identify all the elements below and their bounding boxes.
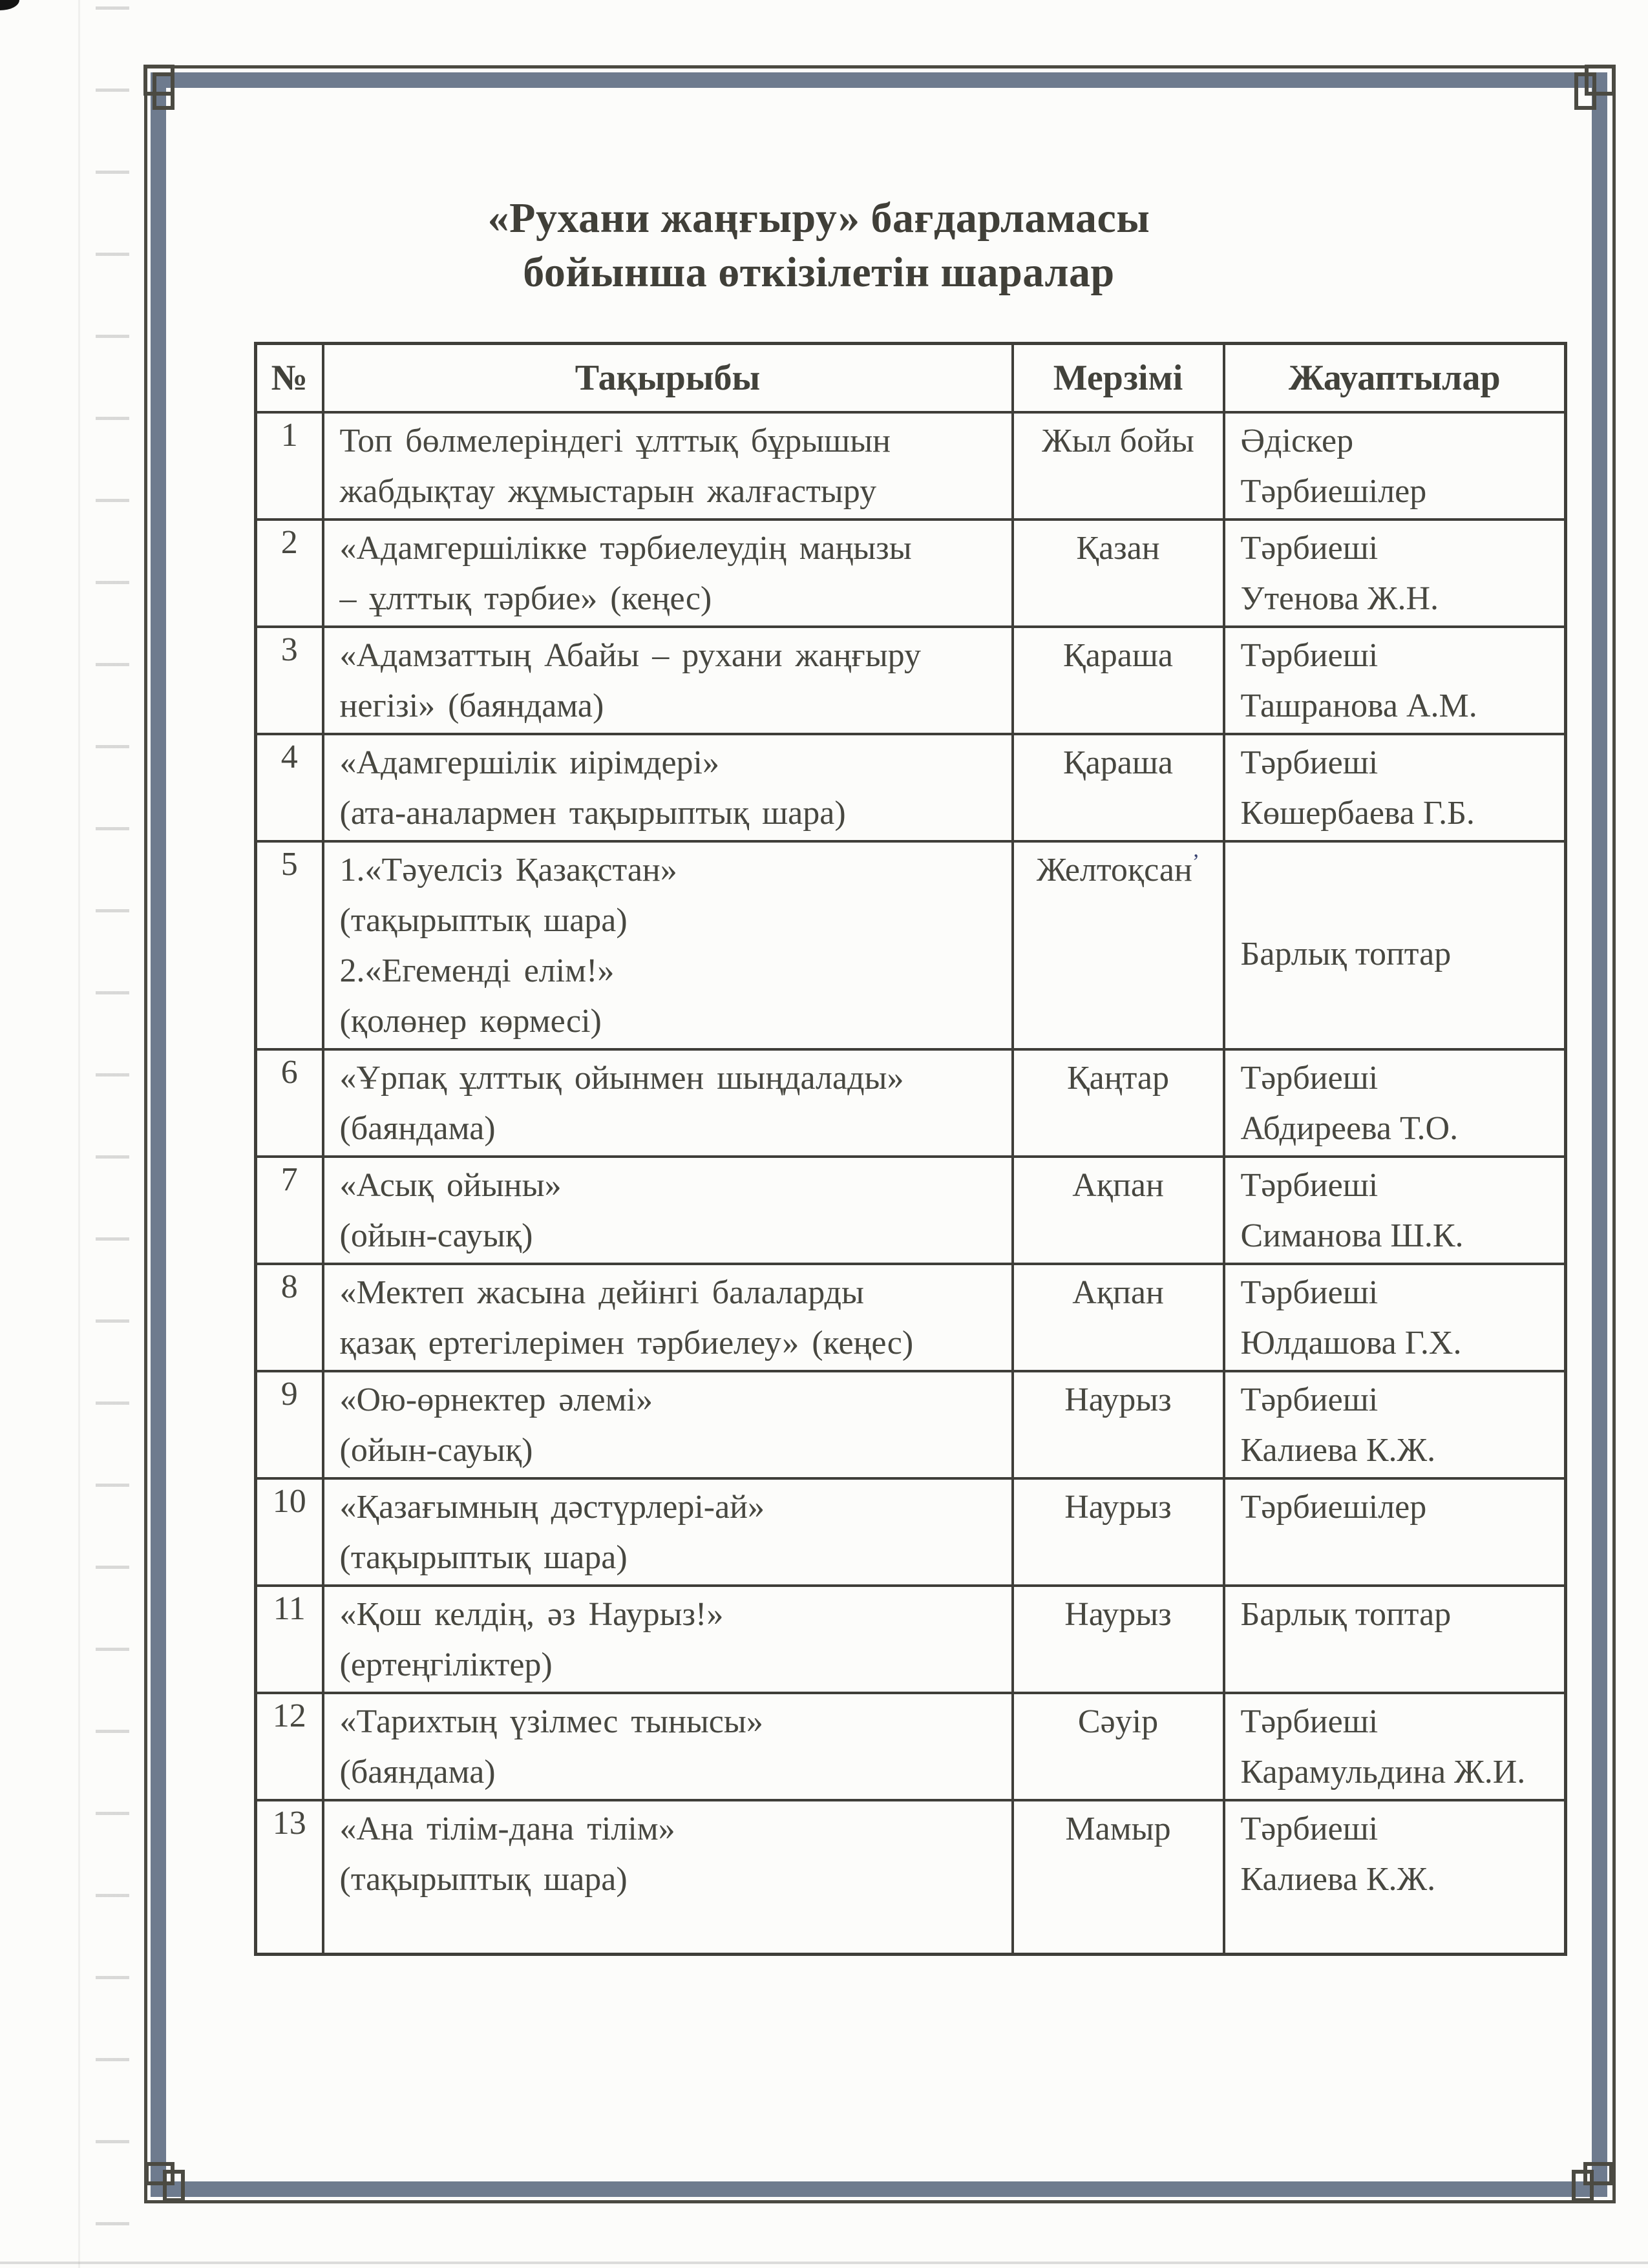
responsible-line: Тәрбиешілер <box>1240 1489 1427 1526</box>
row-number: 11 <box>256 1586 323 1693</box>
topic-line: (ойын-сауық) <box>339 1432 533 1469</box>
date-text: Ақпан <box>1072 1167 1164 1204</box>
topic-line: – ұлттық тәрбие» (кеңес) <box>339 580 712 617</box>
topic-line: «Ұрпақ ұлттық ойынмен шыңдалады» <box>339 1060 904 1097</box>
responsible-line: Тәрбиеші <box>1240 637 1379 674</box>
topic-line: «Адамгершілік иірімдері» <box>339 744 719 781</box>
topic-cell <box>323 1264 1013 1371</box>
date-cell <box>1013 412 1224 520</box>
row-number: 6 <box>256 1049 323 1157</box>
responsible-line: Тәрбиеші <box>1240 1060 1379 1097</box>
date-text: Мамыр <box>1065 1811 1171 1847</box>
responsible-cell <box>1224 1371 1566 1478</box>
responsible-cell <box>1224 1157 1566 1264</box>
date-text: Ақпан <box>1072 1274 1164 1311</box>
topic-line: (ойын-сауық) <box>339 1217 533 1254</box>
table-row <box>256 1371 1566 1478</box>
responsible-cell <box>1224 1693 1566 1800</box>
date-text: Наурыз <box>1064 1489 1172 1526</box>
date-text: Наурыз <box>1064 1596 1172 1633</box>
table-row <box>256 1264 1566 1371</box>
row-number: 2 <box>256 520 323 627</box>
date-cell <box>1013 1693 1224 1800</box>
date-cell <box>1013 1800 1224 1954</box>
header-responsible: Жауаптылар <box>1224 344 1566 413</box>
topic-line: негізі» (баяндама) <box>339 688 604 724</box>
date-text: Қараша <box>1063 744 1173 781</box>
topic-line: Топ бөлмелеріндегі ұлттық бұрышын <box>339 423 891 459</box>
responsible-cell <box>1224 1800 1566 1954</box>
row-number: 12 <box>256 1693 323 1800</box>
table-header-row <box>256 344 1566 413</box>
responsible-line: Барлық топтар <box>1240 1596 1452 1633</box>
date-cell <box>1013 520 1224 627</box>
topic-line: «Тарихтың үзілмес тынысы» <box>339 1703 763 1740</box>
responsible-line: Тәрбиешілер <box>1240 473 1427 510</box>
table-row <box>256 627 1566 734</box>
date-cell <box>1013 734 1224 841</box>
topic-cell <box>323 1478 1013 1586</box>
header-topic: Тақырыбы <box>323 344 1013 413</box>
table-row <box>256 520 1566 627</box>
responsible-line: Барлық топтар <box>1240 936 1452 972</box>
responsible-line: Әдіскер <box>1240 423 1354 459</box>
responsible-cell <box>1224 412 1566 520</box>
responsible-line: Карамульдина Ж.И. <box>1240 1754 1526 1790</box>
date-cell <box>1013 1049 1224 1157</box>
topic-line: «Адамзаттың Абайы – рухани жаңғыру <box>339 637 921 674</box>
responsible-cell <box>1224 1586 1566 1693</box>
responsible-line: Калиева К.Ж. <box>1240 1432 1436 1469</box>
responsible-line: Тәрбиеші <box>1240 530 1379 567</box>
date-cell <box>1013 1478 1224 1586</box>
topic-line: (ертеңгіліктер) <box>339 1646 553 1683</box>
topic-line: «Адамгершілікке тәрбиелеудің маңызы <box>339 530 912 567</box>
topic-cell <box>323 734 1013 841</box>
responsible-cell <box>1224 627 1566 734</box>
date-text: Сәуір <box>1077 1703 1159 1740</box>
events-table <box>254 342 1567 1956</box>
topic-cell <box>323 1049 1013 1157</box>
responsible-line: Симанова Ш.К. <box>1240 1217 1464 1254</box>
responsible-cell <box>1224 1049 1566 1157</box>
date-cell <box>1013 1264 1224 1371</box>
date-cell <box>1013 841 1224 1049</box>
topic-line: «Қазағымның дәстүрлері-ай» <box>339 1489 765 1526</box>
topic-line: қазақ ертегілерімен тәрбиелеу» (кеңес) <box>339 1325 914 1361</box>
date-cell <box>1013 627 1224 734</box>
topic-line: 1.«Тәуелсіз Қазақстан» <box>339 852 677 888</box>
responsible-line: Көшербаева Г.Б. <box>1240 795 1475 832</box>
topic-line: (баяндама) <box>339 1110 496 1147</box>
document-title-line1: «Рухани жаңғыру» бағдарламасы <box>487 194 1150 242</box>
topic-line: «Ана тілім-дана тілім» <box>339 1811 675 1847</box>
responsible-cell <box>1224 734 1566 841</box>
responsible-line: Тәрбиеші <box>1240 1381 1379 1418</box>
topic-cell <box>323 1693 1013 1800</box>
row-number: 13 <box>256 1800 323 1954</box>
topic-line: (қолөнер көрмесі) <box>339 1003 602 1040</box>
row-number: 3 <box>256 627 323 734</box>
date-cell <box>1013 1371 1224 1478</box>
topic-line: «Ою-өрнектер әлемі» <box>339 1381 653 1418</box>
document-title <box>0 191 1638 300</box>
responsible-line: Юлдашова Г.Х. <box>1240 1325 1462 1361</box>
topic-line: 2.«Егеменді елім!» <box>339 952 615 989</box>
table-row <box>256 734 1566 841</box>
topic-cell <box>323 1157 1013 1264</box>
row-number: 1 <box>256 412 323 520</box>
row-number: 9 <box>256 1371 323 1478</box>
topic-line: «Асық ойыны» <box>339 1167 562 1204</box>
date-cell <box>1013 1586 1224 1693</box>
responsible-line: Тәрбиеші <box>1240 1167 1379 1204</box>
row-number: 5 <box>256 841 323 1049</box>
table-row <box>256 1586 1566 1693</box>
responsible-line: Ташранова А.М. <box>1240 688 1477 724</box>
topic-line: (тақырыптық шара) <box>339 1539 628 1576</box>
responsible-line: Тәрбиеші <box>1240 1703 1379 1740</box>
table-row <box>256 841 1566 1049</box>
date-text: Қазан <box>1076 530 1160 567</box>
table-row <box>256 1800 1566 1954</box>
topic-cell <box>323 1371 1013 1478</box>
topic-line: жабдықтау жұмыстарын жалғастыру <box>339 473 877 510</box>
topic-line: «Қош келдің, әз Наурыз!» <box>339 1596 724 1633</box>
responsible-line: Абдиреева Т.О. <box>1240 1110 1459 1147</box>
table-row <box>256 1693 1566 1800</box>
header-number: № <box>256 344 323 413</box>
responsible-line: Тәрбиеші <box>1240 744 1379 781</box>
table-row <box>256 1157 1566 1264</box>
date-text: Жыл бойы <box>1042 423 1194 459</box>
responsible-line: Утенова Ж.Н. <box>1240 580 1439 617</box>
topic-line: (баяндама) <box>339 1754 496 1790</box>
topic-cell <box>323 1800 1013 1954</box>
responsible-cell <box>1224 1478 1566 1586</box>
row-number: 10 <box>256 1478 323 1586</box>
topic-line: «Мектеп жасына дейінгі балаларды <box>339 1274 864 1311</box>
date-text: Наурыз <box>1064 1381 1172 1418</box>
table-row <box>256 412 1566 520</box>
responsible-line: Тәрбиеші <box>1240 1811 1379 1847</box>
responsible-cell <box>1224 520 1566 627</box>
date-text: Желтоқсан’ <box>1036 850 1200 888</box>
date-text: Қаңтар <box>1066 1060 1170 1097</box>
table-row <box>256 1478 1566 1586</box>
topic-line: (тақырыптық шара) <box>339 902 628 939</box>
topic-cell <box>323 1586 1013 1693</box>
topic-line: (ата-аналармен тақырыптық шара) <box>339 795 846 832</box>
row-number: 7 <box>256 1157 323 1264</box>
responsible-line: Калиева К.Ж. <box>1240 1861 1436 1898</box>
header-date: Мерзімі <box>1013 344 1224 413</box>
document-title-line2: бойынша өткізілетін шаралар <box>523 249 1115 296</box>
topic-line: (тақырыптық шара) <box>339 1861 628 1898</box>
responsible-cell <box>1224 1264 1566 1371</box>
responsible-line: Тәрбиеші <box>1240 1274 1379 1311</box>
topic-cell <box>323 841 1013 1049</box>
date-text: Қараша <box>1063 637 1173 674</box>
responsible-cell <box>1224 841 1566 1049</box>
topic-cell <box>323 412 1013 520</box>
topic-cell <box>323 520 1013 627</box>
scan-artifact-apostrophe: ’ <box>1192 850 1200 874</box>
row-number: 4 <box>256 734 323 841</box>
date-cell <box>1013 1157 1224 1264</box>
table-row <box>256 1049 1566 1157</box>
topic-cell <box>323 627 1013 734</box>
row-number: 8 <box>256 1264 323 1371</box>
